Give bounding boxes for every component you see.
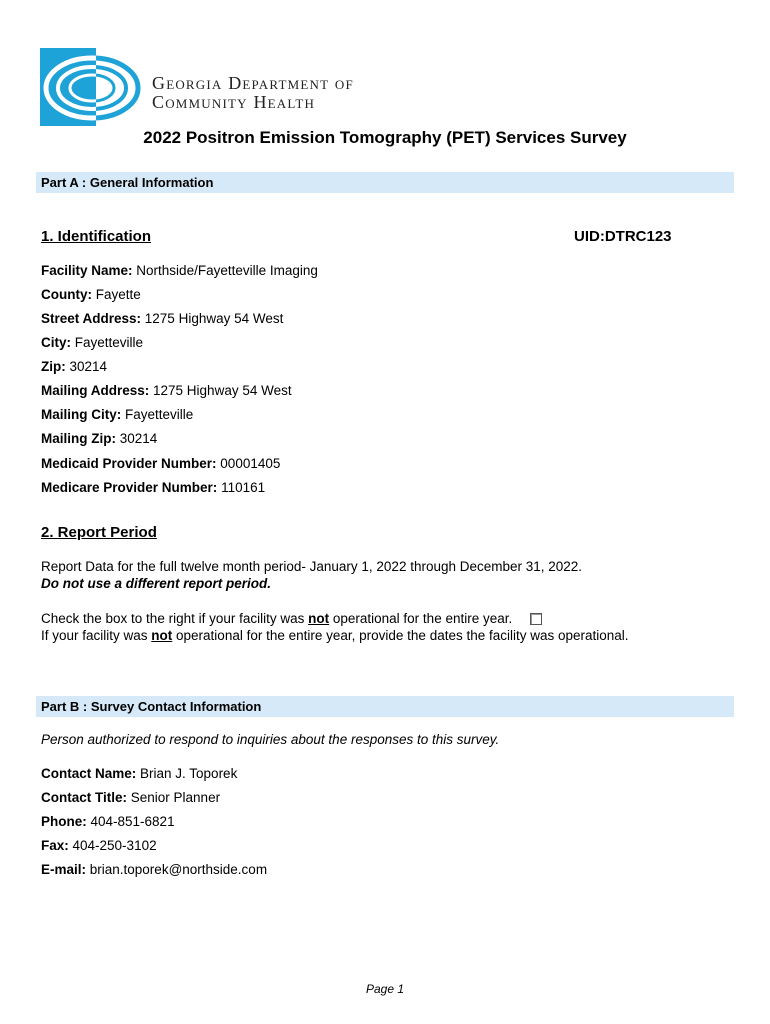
org-line-2: Community Health bbox=[152, 92, 316, 112]
org-name bbox=[152, 74, 354, 112]
field-mailing-city: Mailing City: Fayetteville bbox=[41, 407, 194, 422]
part-b-heading: Part B : Survey Contact Information bbox=[36, 696, 734, 717]
not-operational-check-text: Check the box to the right if your facility was not operational for the entire year. bbox=[41, 611, 542, 626]
field-fax: Fax: 404-250-3102 bbox=[41, 838, 157, 853]
field-county: County: Fayette bbox=[41, 287, 141, 302]
field-mailing-zip: Mailing Zip: 30214 bbox=[41, 431, 158, 446]
field-street-address: Street Address: 1275 Highway 54 West bbox=[41, 311, 284, 326]
identification-heading: 1. Identification bbox=[41, 228, 152, 245]
field-zip: Zip: 30214 bbox=[41, 359, 108, 374]
org-line-1: Georgia Department of bbox=[152, 73, 354, 93]
report-period-warning: Do not use a different report period. bbox=[41, 576, 272, 591]
field-mailing-address: Mailing Address: 1275 Highway 54 West bbox=[41, 383, 292, 398]
uid-label: UID:DTRC123 bbox=[574, 228, 672, 245]
report-period-heading: 2. Report Period bbox=[41, 524, 157, 541]
operational-dates-text: If your facility was not operational for the entire year, provide the dates the facility was operational. bbox=[41, 628, 629, 643]
field-medicaid-number: Medicaid Provider Number: 00001405 bbox=[41, 456, 281, 471]
dch-logo-icon bbox=[40, 48, 152, 126]
field-contact-title: Contact Title: Senior Planner bbox=[41, 790, 221, 805]
not-operational-checkbox[interactable] bbox=[530, 613, 542, 625]
field-facility-name: Facility Name: Northside/Fayetteville Imaging bbox=[41, 263, 318, 278]
field-phone: Phone: 404-851-6821 bbox=[41, 814, 175, 829]
field-medicare-number: Medicare Provider Number: 110161 bbox=[41, 480, 266, 495]
part-a-heading: Part A : General Information bbox=[36, 172, 734, 193]
page-title: 2022 Positron Emission Tomography (PET) Services Survey bbox=[143, 128, 627, 147]
field-city: City: Fayetteville bbox=[41, 335, 144, 350]
field-contact-name: Contact Name: Brian J. Toporek bbox=[41, 766, 238, 781]
report-period-text: Report Data for the full twelve month period- January 1, 2022 through December 31, 2022. bbox=[41, 559, 583, 574]
page-number: Page 1 bbox=[365, 982, 405, 996]
field-email: E-mail: brian.toporek@northside.com bbox=[41, 862, 268, 877]
contact-intro: Person authorized to respond to inquiries about the responses to this survey. bbox=[41, 732, 500, 747]
